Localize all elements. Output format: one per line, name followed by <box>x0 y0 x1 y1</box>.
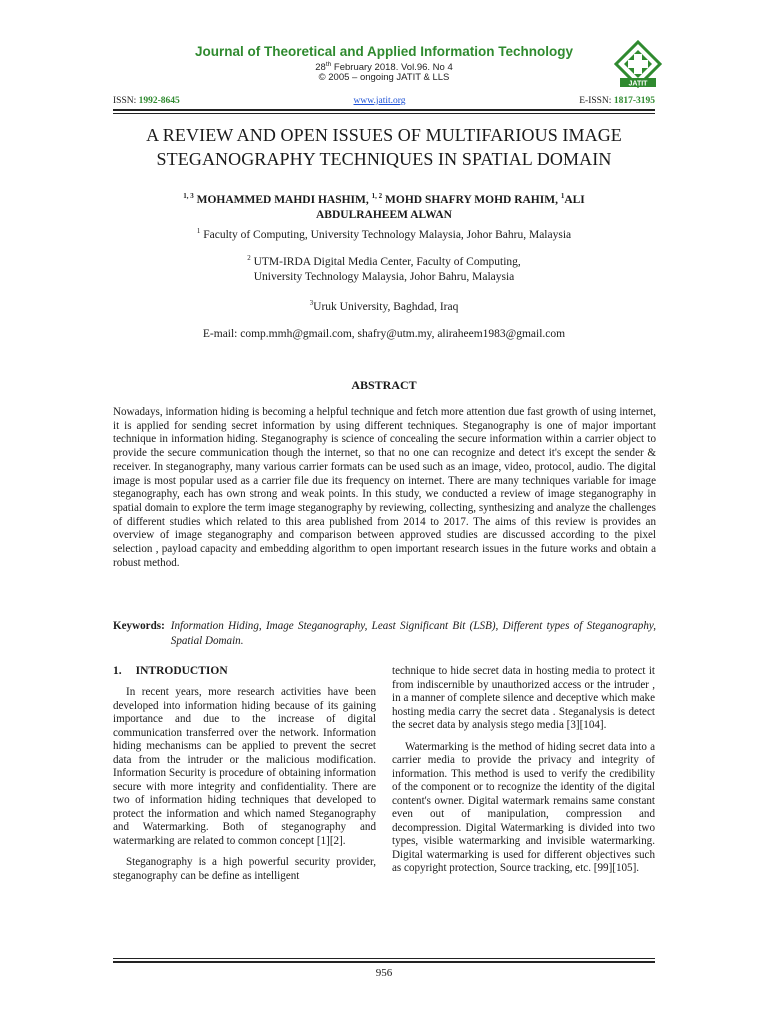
journal-title: Journal of Theoretical and Applied Information Technology <box>194 44 574 59</box>
jatit-logo-icon <box>614 40 662 88</box>
eissn-label: E-ISSN: <box>579 96 614 106</box>
abstract-heading: ABSTRACT <box>351 378 417 392</box>
journal-url-link[interactable]: www.jatit.org <box>353 96 406 106</box>
author3-name-part2: ABDULRAHEEM ALWAN <box>315 208 452 221</box>
affiliation-2-line1: UTM-IRDA Digital Media Center, Faculty of Computing, <box>250 255 521 268</box>
issue-date-day: 28 <box>315 62 326 74</box>
paragraph: technique to hide secret data in hosting media to protect it from indiscernible by unauthorized access or the intruder , in a manner of complete silence and deceptive which make hosting media carry the secret data . Steganalysis is detect the secret data by analysis stego media [3][104]. <box>392 665 655 731</box>
author3-name-part1: ALI <box>564 193 585 206</box>
affiliation-3-sup: 3 <box>309 299 314 307</box>
section-title: INTRODUCTION <box>135 665 228 677</box>
keywords-text: Information Hiding, Image Steganography, Least Significant Bit (LSB), Different types of Steganography, Spatial Domain. <box>170 620 656 647</box>
header-rule <box>113 109 655 111</box>
affiliation-3-text: Uruk University, Baghdad, Iraq <box>313 300 459 313</box>
eissn-value: 1817-3195 <box>613 96 655 106</box>
author1-name: MOHAMMED MAHDI HASHIM, <box>193 193 372 206</box>
author3-sup: 1 <box>560 192 565 200</box>
issn <box>113 96 180 106</box>
author-list <box>130 189 638 223</box>
paragraph: Steganography is a high powerful security provider, steganography can be define as intelligent <box>113 856 376 882</box>
paragraph: Watermarking is the method of hiding secret data into a carrier media to provide the privacy and integrity of information. This method is used to verify the credibility of the component or to recognize the identity of the digital content's owner. Digital watermark remains same constant even out of manipulation, compression and decompression. Digital Watermarking is divided into two types, visible watermarking and invisible watermarking. Digital watermarking is used for different objectives such as copyright protection, Source tracking, etc. [99][105]. <box>392 740 655 874</box>
author-emails: E-mail: comp.mmh@gmail.com, shafry@utm.my, aliraheem1983@gmail.com <box>202 328 566 340</box>
paper-title <box>90 123 678 171</box>
keywords <box>113 619 656 649</box>
right-column <box>392 665 655 884</box>
affiliation-1 <box>0 224 768 243</box>
issn-value: 1992-8645 <box>138 96 180 106</box>
left-column <box>113 686 376 891</box>
issue-date-sup: th <box>325 61 332 68</box>
issn-line <box>113 96 655 106</box>
issue-date-rest: February 2018. Vol.96. No 4 <box>331 62 453 74</box>
keywords-label: Keywords: <box>113 620 165 632</box>
footer-rule-thin <box>113 958 655 959</box>
affiliation-3 <box>0 296 768 315</box>
jatit-logo <box>614 40 662 88</box>
section-heading-introduction <box>113 665 228 677</box>
issn-label: ISSN: <box>113 96 139 106</box>
affiliation-1-sup: 1 <box>196 227 201 235</box>
abstract-text: Nowadays, information hiding is becoming a helpful technique and fetch more attention due fast growth of using internet, it is applied for sending secret information by using different techniques. Steganography is one of major important technique in information hiding. Steganography is science of concealing the secure information within a carrier object to provide the secure communication though the internet, so that no one can recognize and detect it's except the sender & receiver. In steganography, many various carrier formats can be used such as an image, video, protocol, audio. The digital image is most popular used as a carrier file due its frequency on internet. There are many techniques variable for image steganography, each has own strong and weak points. In this study, we conducted a review of image steganography in spatial domain to explore the term image steganography by reviewing, collecting, synthesizing and analyze the challenges of different studies which related to this area published from 2014 to 2017. The aims of this review is provides an overview of image steganography and comparison between approved studies are discussed according to the pixel selection , payload capacity and embedding algorithm to open important research issues in the future works and obtain a robust method. <box>113 406 656 569</box>
paragraph: In recent years, more research activities have been developed into information hiding because of its gaining importance and due to the increase of digital communication transferred over the network. Information hiding mechanisms can be applied to prevent the secret data from the intruder or the malicious modification. Information Security is procedure of obtaining information secure with more integrity and confidentiality. There are two of information hiding techniques that developed to protect the information and which named Steganography and Watermarking. Both of steganography and watermarking are related to common concept [1][2]. <box>113 686 376 847</box>
eissn <box>579 96 655 106</box>
logo-text: JATIT <box>628 80 648 88</box>
author2-sup: 1, 2 <box>371 192 383 200</box>
affiliation-2-sup: 2 <box>247 254 251 262</box>
affiliation-2-line2: University Technology Malaysia, Johor Bahru, Malaysia <box>253 270 515 283</box>
page-number: 956 <box>375 967 393 979</box>
header-rule-thin <box>113 113 655 114</box>
author1-sup: 1, 3 <box>183 192 194 200</box>
affiliation-2 <box>0 251 768 285</box>
paper-title-line2: STEGANOGRAPHY TECHNIQUES IN SPATIAL DOMAIN <box>156 149 612 169</box>
paper-title-line1: A REVIEW AND OPEN ISSUES OF MULTIFARIOUS IMAGE <box>146 125 622 145</box>
author2-name: MOHD SHAFRY MOHD RAHIM, <box>382 193 561 206</box>
affiliation-1-text: Faculty of Computing, University Technology Malaysia, Johor Bahru, Malaysia <box>200 228 572 241</box>
footer-rule <box>113 961 655 963</box>
copyright-line: © 2005 – ongoing JATIT & LLS <box>318 72 450 83</box>
author-line1 <box>130 189 638 208</box>
section-number: 1. <box>113 665 122 677</box>
